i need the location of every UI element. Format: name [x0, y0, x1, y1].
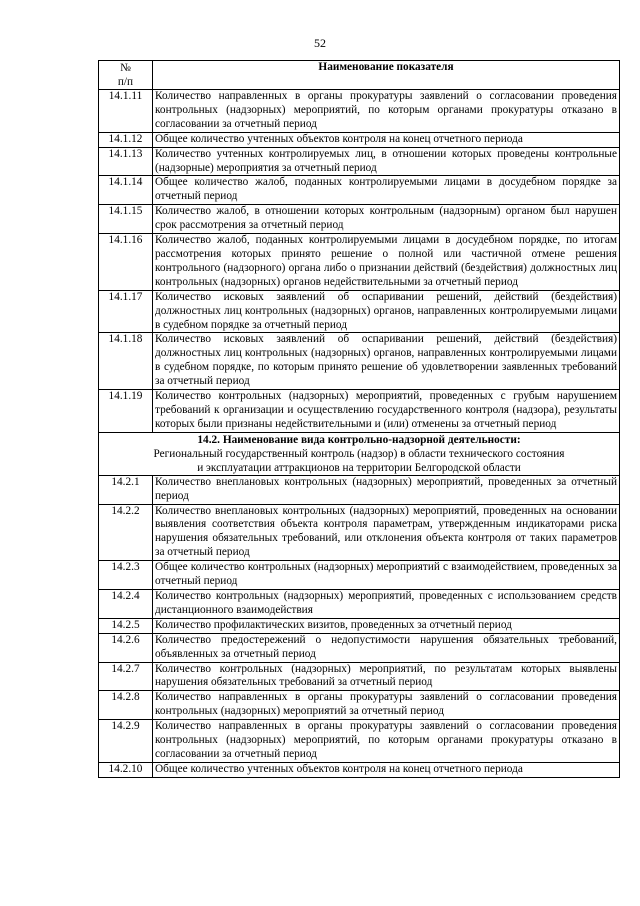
table-row — [99, 390, 620, 433]
header-number-line1: № — [120, 62, 131, 74]
row-indicator-name: Количество исковых заявлений об оспаривании решений, действий (бездействия) должностных лиц контрольных (надзорных) органов, направленных контролируемыми лицами в судебном порядке, по которым принято решение об удовлетворении заявленных требований за отчетный период — [153, 333, 620, 390]
table-row — [99, 90, 620, 133]
row-number: 14.2.5 — [99, 618, 153, 633]
row-number: 14.1.18 — [99, 333, 153, 390]
row-number: 14.2.3 — [99, 561, 153, 590]
row-indicator-name: Количество жалоб, в отношении которых контрольным (надзорным) органом был нарушен срок рассмотрения за отчетный период — [153, 205, 620, 234]
row-indicator-name: Количество контрольных (надзорных) мероприятий, проведенных с использованием средств дистанционного взаимодействия — [153, 590, 620, 619]
row-number: 14.1.12 — [99, 132, 153, 147]
section-heading-cell — [99, 432, 620, 475]
table-row — [99, 504, 620, 561]
row-number: 14.1.15 — [99, 205, 153, 234]
table-row — [99, 691, 620, 720]
row-number: 14.2.8 — [99, 691, 153, 720]
row-indicator-name: Количество жалоб, поданных контролируемыми лицами в досудебном порядке, по итогам рассмотрения которых принято решение о полной или частичной отмене решения контрольного (надзорного) органа либо о признании действий (бездействия) должностных лиц контрольных (надзорных) органов недействительными за отчетный период — [153, 234, 620, 291]
row-indicator-name: Общее количество учтенных объектов контроля на конец отчетного периода — [153, 762, 620, 777]
table-row — [99, 633, 620, 662]
row-number: 14.2.4 — [99, 590, 153, 619]
table-header-row — [99, 61, 620, 90]
table-row — [99, 662, 620, 691]
section-subtitle-line1: Региональный государственный контроль (надзор) в области технического состояния — [153, 447, 565, 460]
table-row — [99, 205, 620, 234]
row-indicator-name: Количество исковых заявлений об оспаривании решений, действий (бездействия) должностных лиц контрольных (надзорных) органов, направленных контролируемыми лицами в судебном порядке за отчетный период — [153, 290, 620, 333]
row-number: 14.1.11 — [99, 90, 153, 133]
table-row — [99, 290, 620, 333]
row-indicator-name: Количество профилактических визитов, проведенных за отчетный период — [153, 618, 620, 633]
row-number: 14.2.7 — [99, 662, 153, 691]
page-number: 52 — [314, 36, 326, 50]
header-number-cell — [99, 61, 153, 90]
row-number: 14.1.19 — [99, 390, 153, 433]
row-indicator-name: Количество направленных в органы прокуратуры заявлений о согласовании проведения контрольных (надзорных) мероприятий, по которым органами прокуратуры отказано в согласовании за отчетный период — [153, 720, 620, 763]
table-row — [99, 561, 620, 590]
row-indicator-name: Количество направленных в органы прокуратуры заявлений о согласовании проведения контрольных (надзорных) мероприятий, по которым органами прокуратуры отказано в согласовании за отчетный период — [153, 90, 620, 133]
row-indicator-name: Количество внеплановых контрольных (надзорных) мероприятий, проведенных на основании выявления соответствия объекта контроля параметрам, утвержденным индикаторами риска нарушения обязательных требований, или отклонения объекта контроля от таких параметров за отчетный период — [153, 504, 620, 561]
table-body-section-14-2 — [99, 475, 620, 777]
row-number: 14.2.6 — [99, 633, 153, 662]
row-indicator-name: Количество контрольных (надзорных) мероприятий, проведенных с грубым нарушением требований к организации и осуществлению государственного контроля (надзора), результаты которых были признаны недействительными и (или) отменены за отчетный период — [153, 390, 620, 433]
row-number: 14.2.9 — [99, 720, 153, 763]
row-indicator-name: Общее количество жалоб, поданных контролируемыми лицами в досудебном порядке за отчетный период — [153, 176, 620, 205]
row-number: 14.2.10 — [99, 762, 153, 777]
row-indicator-name: Количество предостережений о недопустимости нарушения обязательных требований, объявленных за отчетный период — [153, 633, 620, 662]
row-number: 14.1.16 — [99, 234, 153, 291]
row-indicator-name: Количество контрольных (надзорных) мероприятий, по результатам которых выявлены нарушения обязательных требований за отчетный период — [153, 662, 620, 691]
section-title: 14.2. Наименование вида контрольно-надзорной деятельности: — [197, 433, 521, 446]
row-number: 14.1.17 — [99, 290, 153, 333]
table-row — [99, 176, 620, 205]
row-indicator-name: Количество внеплановых контрольных (надзорных) мероприятий, проведенных за отчетный период — [153, 475, 620, 504]
row-number: 14.2.1 — [99, 475, 153, 504]
header-name-cell: Наименование показателя — [153, 61, 620, 90]
row-number: 14.1.14 — [99, 176, 153, 205]
indicators-table — [98, 60, 620, 778]
table-row — [99, 234, 620, 291]
table-row — [99, 618, 620, 633]
row-number: 14.1.13 — [99, 147, 153, 176]
section-subtitle-line2: и эксплуатации аттракционов на территории Белгородской области — [197, 461, 521, 474]
section-heading-row — [99, 432, 620, 475]
table-body-section-14-1 — [99, 90, 620, 433]
table-row — [99, 132, 620, 147]
table-row — [99, 333, 620, 390]
row-number: 14.2.2 — [99, 504, 153, 561]
header-number-line2: п/п — [117, 76, 134, 88]
table-row — [99, 475, 620, 504]
row-indicator-name: Количество направленных в органы прокуратуры заявлений о согласовании проведения контрольных (надзорных) мероприятий за отчетный период — [153, 691, 620, 720]
table-row — [99, 147, 620, 176]
row-indicator-name: Общее количество контрольных (надзорных) мероприятий с взаимодействием, проведенных за отчетный период — [153, 561, 620, 590]
table-row — [99, 762, 620, 777]
row-indicator-name: Количество учтенных контролируемых лиц, в отношении которых проведены контрольные (надзорные) мероприятия за отчетный период — [153, 147, 620, 176]
table-row — [99, 720, 620, 763]
table-row — [99, 590, 620, 619]
table-body-section-heading — [99, 432, 620, 475]
row-indicator-name: Общее количество учтенных объектов контроля на конец отчетного периода — [153, 132, 620, 147]
